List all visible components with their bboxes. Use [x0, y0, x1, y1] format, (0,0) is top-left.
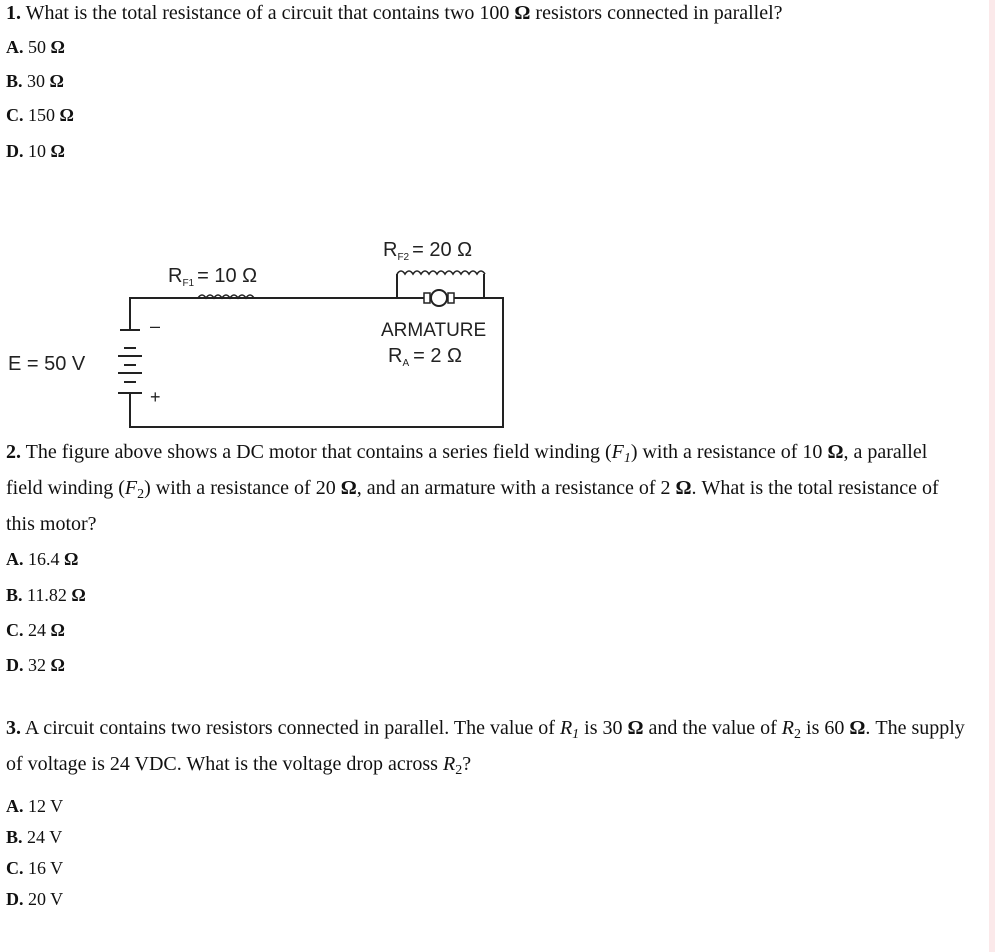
option-letter: A.: [6, 37, 24, 57]
r2-subscript: 2: [794, 727, 802, 742]
question-3-text-b: is 30: [584, 717, 623, 739]
question-2-text-d: ) with a resistance of 20: [144, 477, 336, 499]
option-value: 30: [27, 71, 46, 91]
dc-motor-circuit-diagram: [0, 225, 520, 435]
question-1-option-a[interactable]: [6, 36, 65, 58]
f2-variable: F: [124, 477, 138, 499]
option-value: 20 V: [28, 889, 64, 909]
f2-subscript: 2: [137, 487, 145, 502]
omega-symbol: Ω: [627, 717, 644, 739]
r1-variable: R: [559, 717, 573, 739]
question-3-text-c: and the value of: [648, 717, 777, 739]
option-value: 50: [28, 37, 46, 57]
option-letter: B.: [6, 71, 23, 91]
ra-label: $R_A = 2$ Ω: [388, 345, 462, 369]
parallel-field-coil: [397, 271, 485, 274]
question-2-text-f: . What is the total resistance of this motor?: [6, 477, 939, 535]
question-1-option-c[interactable]: [6, 104, 74, 126]
option-value: 10: [28, 141, 46, 161]
option-letter: B.: [6, 827, 23, 847]
question-2-text-b: ) with a resistance of 10: [630, 441, 823, 463]
question-2-option-c[interactable]: [6, 619, 65, 641]
question-2-number: 2.: [6, 441, 21, 463]
question-1-option-b[interactable]: [6, 70, 64, 92]
question-2: [6, 434, 966, 542]
omega-symbol: Ω: [71, 585, 86, 605]
r2-subscript: 2: [455, 763, 463, 778]
question-3-option-b[interactable]: [6, 826, 62, 848]
question-3-text-e: . The supply of voltage is 24 VDC. What is the voltage drop across: [6, 717, 965, 775]
question-2-option-d[interactable]: [6, 654, 65, 676]
question-1: [6, 0, 966, 31]
option-letter: C.: [6, 620, 24, 640]
question-3-option-d[interactable]: [6, 888, 63, 910]
question-3-text-f: ?: [462, 753, 472, 775]
question-1-text-a: What is the total resistance of a circuit that contains two 100: [25, 2, 510, 24]
f1-subscript: 1: [623, 451, 631, 466]
omega-symbol: Ω: [50, 620, 65, 640]
r2-variable: R: [442, 753, 456, 775]
question-2-text-e: , and an armature with a resistance of 2: [356, 477, 671, 499]
option-value: 11.82: [27, 585, 67, 605]
option-value: 16 V: [28, 858, 64, 878]
page-edge-stripe: [989, 0, 995, 952]
question-2-text-c: , a parallel field winding (: [6, 441, 928, 499]
omega-symbol: Ω: [340, 477, 357, 499]
question-2-text-a: The figure above shows a DC motor that contains a series field winding (: [25, 441, 612, 463]
armature-symbol: [424, 290, 454, 306]
omega-symbol: Ω: [50, 141, 65, 161]
option-letter: C.: [6, 858, 24, 878]
option-value: 16.4: [28, 549, 60, 569]
option-value: 12 V: [28, 796, 64, 816]
question-3-text-d: is 60: [806, 717, 845, 739]
omega-symbol: Ω: [50, 37, 65, 57]
option-letter: A.: [6, 796, 24, 816]
rf2-label: $R_{F2} = 20$ Ω: [383, 239, 473, 263]
option-letter: C.: [6, 105, 24, 125]
option-letter: A.: [6, 549, 24, 569]
option-value: 150: [28, 105, 55, 125]
question-3-option-c[interactable]: [6, 857, 63, 879]
omega-symbol: Ω: [827, 441, 844, 463]
option-letter: D.: [6, 141, 24, 161]
battery-plus-sign: +: [150, 387, 161, 407]
question-1-text-b: resistors connected in parallel?: [535, 2, 783, 24]
question-2-option-a[interactable]: [6, 548, 78, 570]
f1-variable: F: [611, 441, 624, 463]
omega-symbol: Ω: [50, 655, 65, 675]
rf1-label: $R_{F1} = 10$ Ω: [168, 265, 258, 289]
battery-minus-sign: –: [150, 316, 161, 336]
omega-symbol: Ω: [59, 105, 74, 125]
omega-symbol: Ω: [675, 477, 692, 499]
r1-subscript: 1: [572, 727, 580, 742]
source-voltage-label: E = 50 V: [8, 353, 86, 375]
question-2-option-b[interactable]: [6, 584, 86, 606]
r2-variable: R: [781, 717, 795, 739]
option-letter: D.: [6, 889, 24, 909]
option-value: 32: [28, 655, 46, 675]
armature-label: ARMATURE: [381, 320, 487, 341]
option-value: 24: [28, 620, 46, 640]
omega-symbol: Ω: [514, 2, 531, 24]
battery-symbol: [118, 330, 142, 393]
question-1-number: 1.: [6, 2, 21, 24]
omega-symbol: Ω: [849, 717, 866, 739]
option-value: 24 V: [27, 827, 63, 847]
omega-symbol: Ω: [64, 549, 79, 569]
question-3-text-a: A circuit contains two resistors connected in parallel. The value of: [24, 717, 555, 739]
question-3: [6, 710, 966, 782]
option-letter: D.: [6, 655, 24, 675]
omega-symbol: Ω: [49, 71, 64, 91]
question-3-number: 3.: [6, 717, 21, 739]
question-1-option-d[interactable]: [6, 140, 65, 162]
question-3-option-a[interactable]: [6, 795, 63, 817]
option-letter: B.: [6, 585, 23, 605]
